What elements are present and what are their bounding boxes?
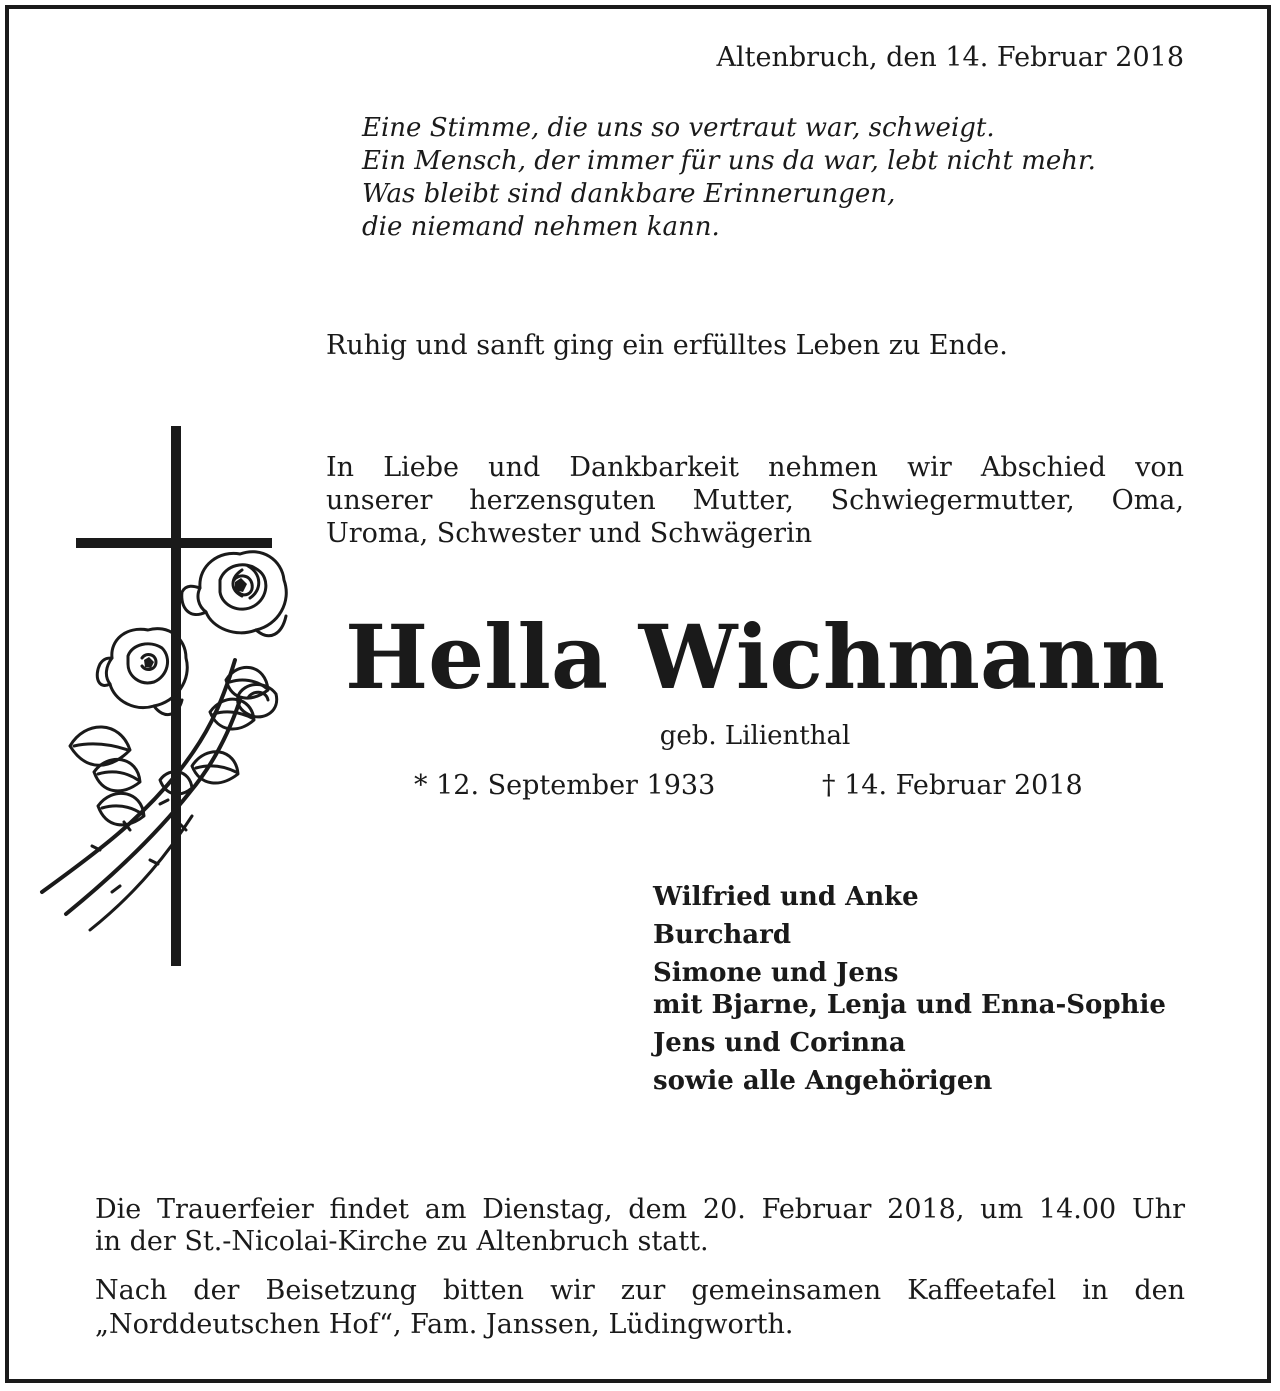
service-line: in der St.-Nicolai-Kirche zu Altenbruch statt. (95, 1226, 709, 1257)
coffee-line: Nach der Beisetzung bitten wir zur gemeinsamen Kaffeetafel in den (95, 1275, 1185, 1306)
coffee-invitation-text (95, 1274, 1185, 1342)
mourner-line: Jens und Corinna (653, 1028, 906, 1058)
mourners-list (653, 878, 1166, 1100)
mourner-line: Simone und Jens (653, 958, 899, 988)
mourner-line: sowie alle Angehörigen (653, 1066, 993, 1096)
verse-line: Was bleibt sind dankbare Erinnerungen, (362, 179, 896, 209)
cross-with-roses-icon (30, 420, 300, 980)
farewell-line: unserer herzensguten Mutter, Schwiegermutter, Oma, (326, 485, 1184, 516)
farewell-text (326, 451, 1184, 550)
maiden-name: geb. Lilienthal (659, 721, 851, 751)
verse-line: Ein Mensch, der immer für uns da war, lebt nicht mehr. (362, 146, 1096, 176)
mourner-line: Wilfried und Anke (653, 882, 919, 912)
coffee-line: „Norddeutschen Hof“, Fam. Janssen, Lüdingworth. (95, 1309, 794, 1340)
mourner-line: mit Bjarne, Lenja und Enna-Sophie (653, 990, 1166, 1020)
verse-line: die niemand nehmen kann. (362, 212, 720, 242)
verse-line: Eine Stimme, die uns so vertraut war, schweigt. (362, 113, 995, 143)
birth-date: * 12. September 1933 (414, 770, 716, 801)
funeral-service-text (95, 1194, 1185, 1258)
place-date: Altenbruch, den 14. Februar 2018 (716, 42, 1184, 73)
quiet-line: Ruhig und sanft ging ein erfülltes Leben zu Ende. (326, 330, 1008, 361)
farewell-line: Uroma, Schwester und Schwägerin (326, 518, 813, 549)
farewell-line: In Liebe und Dankbarkeit nehmen wir Abschied von (326, 452, 1184, 483)
deceased-name: Hella Wichmann (344, 605, 1165, 709)
memorial-verse (362, 112, 1096, 244)
death-date: † 14. Februar 2018 (822, 770, 1083, 801)
mourner-line: Burchard (653, 920, 792, 950)
service-line: Die Trauerfeier findet am Dienstag, dem 20. Februar 2018, um 14.00 Uhr (95, 1194, 1185, 1225)
